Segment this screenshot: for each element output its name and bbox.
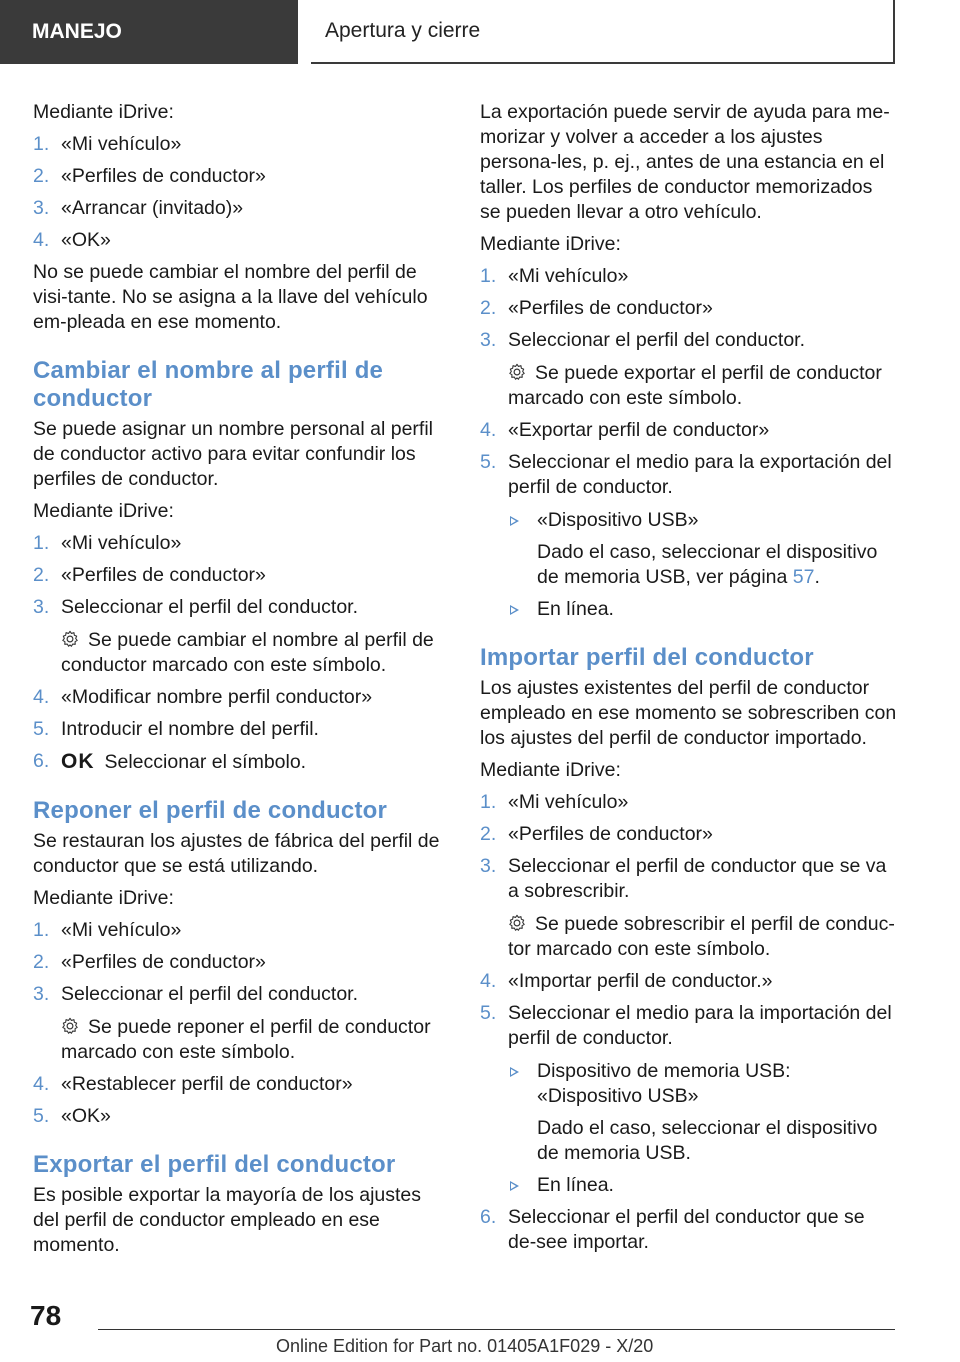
sub-list-item: En línea. [508,1173,898,1198]
guest-note: No se puede cambiar el nombre del perfil de visi-tante. No se asigna a la llave del vehículo em-pleada en ese momento. [33,261,428,333]
usb-detail: Dado el caso, seleccionar el dispositivo de memoria USB. [537,1117,878,1164]
list-item: 4. «Exportar perfil de conductor» [480,419,770,441]
chapter-title: Apertura y cierre [325,19,481,42]
chapter-header [311,0,895,64]
page-number: 78 [30,1300,62,1331]
guest-steps [33,132,451,253]
export-steps [480,264,898,622]
ok-symbol-icon: OK [61,750,95,773]
list-item: 1. «Mi vehículo» [33,133,182,155]
gear-icon [508,914,526,932]
list-item: 3. «Arrancar (invitado)» [33,197,244,219]
list-item: 3. Seleccionar el perfil de conductor que se va a sobrescribir. Se puede sobrescribir el perfil de conduc-tor marcado con este símbolo. [480,854,898,962]
list-item: 5. Seleccionar el medio para la importación del perfil de conductor. Dispositivo de memoria USB: «Dispositivo USB» Dado el caso, seleccionar el dispositivo de memoria USB. En línea. [480,1001,898,1198]
sub-list-item: Dispositivo de memoria USB: «Dispositivo USB» Dado el caso, seleccionar el dispositivo de memoria USB. [508,1059,898,1166]
usb-detail: Dado el caso, seleccionar el dispositivo de memoria USB, ver página 57. [537,541,878,588]
rename-note: Se puede cambiar el nombre al perfil de conductor marcado con este símbolo. [61,629,434,676]
list-item: 2. «Perfiles de conductor» [33,951,266,973]
gear-icon [508,363,526,381]
list-item: 3. Seleccionar el perfil del conductor. Se puede cambiar el nombre al perfil de conductor marcado con este símbolo. [33,595,451,678]
right-column [480,100,898,1262]
list-item: 1. «Mi vehículo» [480,791,629,813]
reset-description: Se restauran los ajustes de fábrica del perfil de conductor que se está utilizando. [33,830,440,877]
list-item: 4. «Importar perfil de conductor.» [480,970,773,992]
list-item: 1. «Mi vehículo» [33,532,182,554]
list-item: 5. Seleccionar el medio para la exportación del perfil de conductor. «Dispositivo USB» Dado el caso, seleccionar el dispositivo de memoria USB, ver página 57. En línea. [480,450,898,622]
list-item: 6. Seleccionar el perfil del conductor que se de-see importar. [480,1206,865,1253]
list-item: 2. «Perfiles de conductor» [33,165,266,187]
heading-export: Exportar el perfil del conductor [33,1151,396,1178]
list-item: 3. Seleccionar el perfil del conductor. Se puede exportar el perfil de conductor marcado con este símbolo. [480,328,898,411]
rename-description: Se puede asignar un nombre personal al perfil de conductor activo para evitar confundir los perfiles de conductor. [33,418,434,490]
list-item: 2. «Perfiles de conductor» [480,297,713,319]
export-media-options [508,508,898,622]
list-item: 4. «Restablecer perfil de conductor» [33,1073,353,1095]
footer-edition: Online Edition for Part no. 01405A1F029 - X/20 [276,1336,654,1356]
list-item: 4. «OK» [33,229,111,251]
list-item: 6. OK Seleccionar el símbolo. [33,750,307,773]
list-item: 5. «OK» [33,1105,111,1127]
section-title: MANEJO [32,20,122,43]
gear-icon [61,1017,79,1035]
list-item: 4. «Modificar nombre perfil conductor» [33,686,373,708]
sub-list-item: En línea. [508,597,898,622]
triangle-bullet-icon [510,1067,519,1077]
export-description-continued: La exportación puede servir de ayuda para me-morizar y volver a acceder a los ajustes persona-les, p. ej., antes de una estancia en el taller. Los perfiles de conductor memorizados se pueden llevar a otro vehículo. [480,101,890,223]
sub-list-item: «Dispositivo USB» Dado el caso, seleccionar el dispositivo de memoria USB, ver página 57. [508,508,898,590]
section-tab [0,0,298,64]
rename-steps [33,531,451,775]
intro-text: Mediante iDrive: [33,101,174,123]
list-item: 1. «Mi vehículo» [33,919,182,941]
import-note: Se puede sobrescribir el perfil de conduc-tor marcado con este símbolo. [508,913,895,960]
import-description: Los ajustes existentes del perfil de conductor empleado en ese momento se sobrescriben con los ajustes del perfil de conductor importado. [480,677,897,749]
export-description: Es posible exportar la mayoría de los ajustes del perfil de conductor empleado en ese momento. [33,1184,422,1256]
list-item: 2. «Perfiles de conductor» [33,564,266,586]
triangle-bullet-icon [510,605,519,615]
import-media-options [508,1059,898,1198]
reset-intro: Mediante iDrive: [33,887,174,909]
triangle-bullet-icon [510,516,519,526]
gear-icon [61,630,79,648]
heading-import: Importar perfil del conductor [480,644,814,671]
import-steps [480,790,898,1255]
page-link[interactable]: 57 [792,566,815,588]
reset-steps [33,918,451,1129]
footer-divider [98,1329,895,1330]
list-item: 1. «Mi vehículo» [480,265,629,287]
rename-intro: Mediante iDrive: [33,500,174,522]
import-intro: Mediante iDrive: [480,759,621,781]
export-intro: Mediante iDrive: [480,233,621,255]
heading-reset: Reponer el perfil de conductor [33,797,388,824]
heading-rename: Cambiar el nombre al perfil de conductor [33,357,384,412]
export-note: Se puede exportar el perfil de conductor marcado con este símbolo. [508,362,882,409]
list-item: 5. Introducir el nombre del perfil. [33,718,319,740]
triangle-bullet-icon [510,1181,519,1191]
reset-note: Se puede reponer el perfil de conductor marcado con este símbolo. [61,1016,431,1063]
list-item: 3. Seleccionar el perfil del conductor. Se puede reponer el perfil de conductor marcado con este símbolo. [33,982,451,1065]
list-item: 2. «Perfiles de conductor» [480,823,713,845]
left-column [33,100,451,1265]
